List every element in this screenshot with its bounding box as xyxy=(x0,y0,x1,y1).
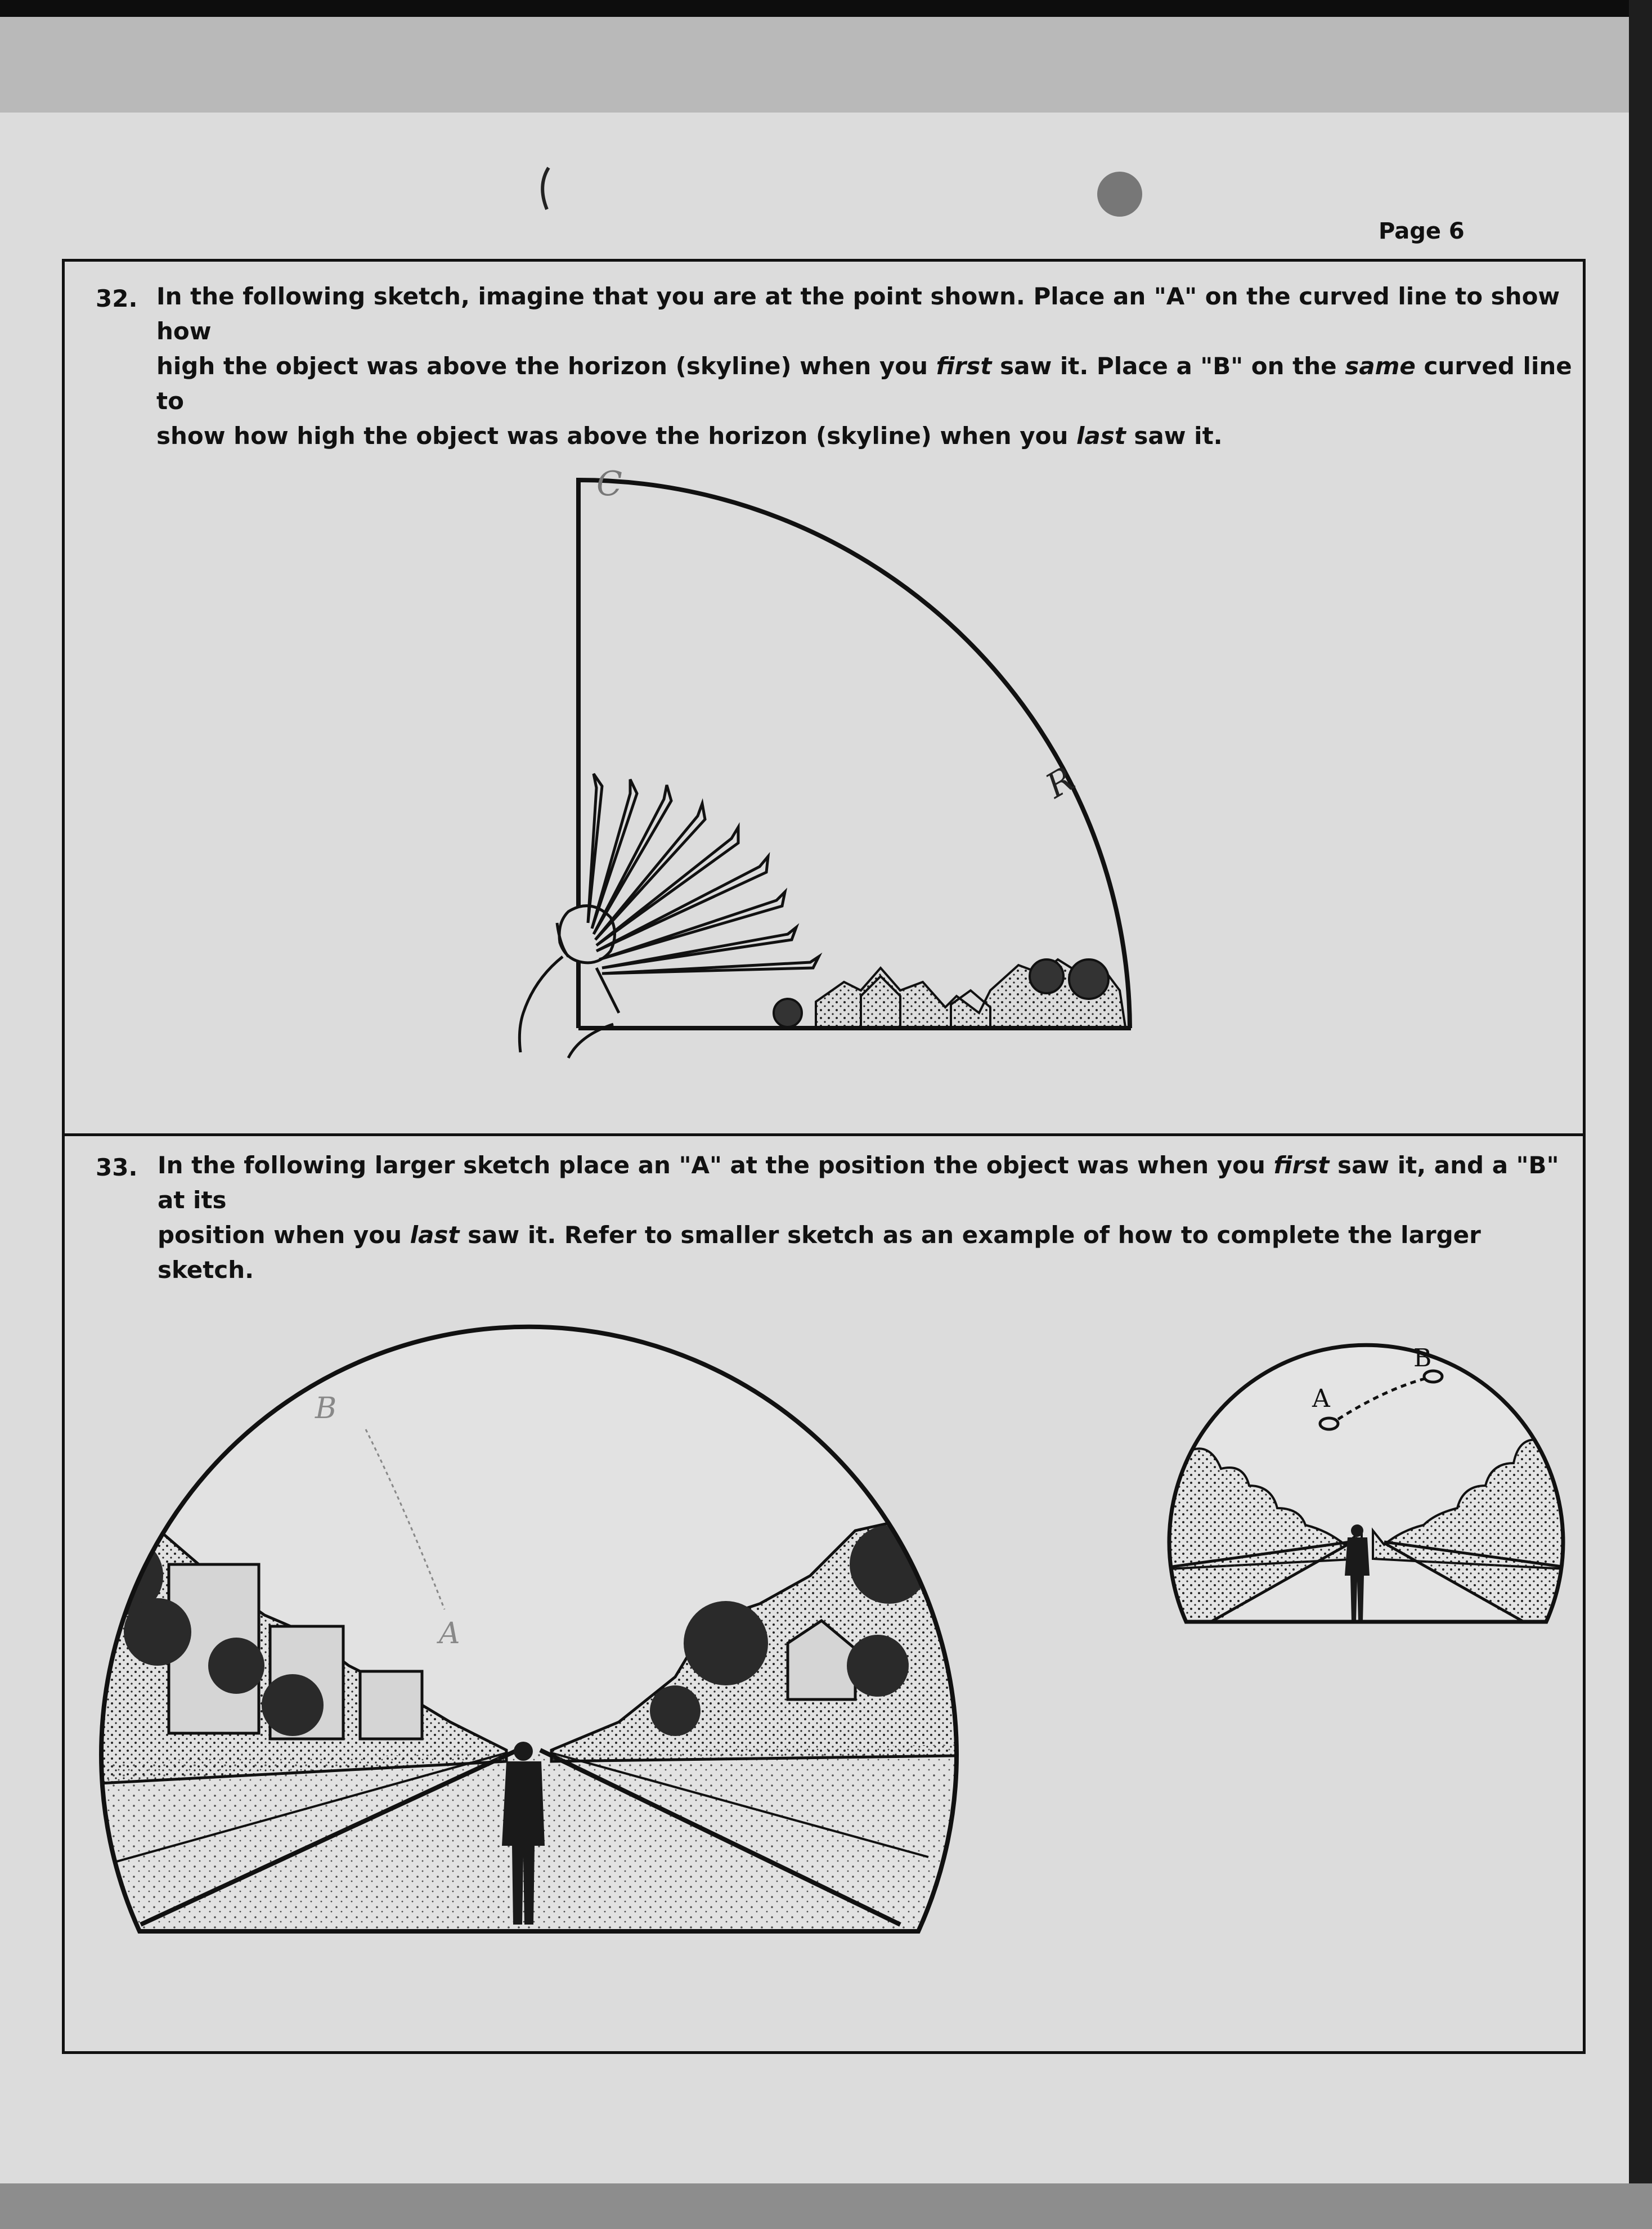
handwritten-top-mark: C xyxy=(596,464,622,504)
question-32-line-3: show how high the object was above the horizon (skyline) when you last saw it. xyxy=(156,422,1223,450)
handwritten-arc-mark: R xyxy=(1039,759,1081,806)
question-32-line-1: In the following sketch, imagine that you are at the point shown. Place an "A" on the curved line to show how xyxy=(156,282,1560,345)
q32-elevation-sketch xyxy=(519,464,1131,1058)
example-label-a: A xyxy=(1312,1384,1330,1413)
skyline-drawing xyxy=(774,959,1125,1027)
example-label-b: B xyxy=(1413,1344,1432,1373)
q33-example-sketch xyxy=(1148,1344,1587,1632)
page-number: Page 6 xyxy=(1379,218,1465,244)
handwritten-upper-mark: B xyxy=(315,1392,337,1425)
question-32-number: 32. xyxy=(96,285,138,312)
question-33-line-2: position when you last saw it. Refer to smaller sketch as an example of how to complete the larger sketch. xyxy=(158,1221,1481,1284)
question-32-line-2: high the object was above the horizon (skyline) when you first saw it. Place a "B" on the same curved line to xyxy=(156,352,1572,415)
handwritten-lower-mark: A xyxy=(439,1617,460,1651)
question-33-number: 33. xyxy=(96,1154,138,1181)
scan-bracket-mark xyxy=(542,168,549,209)
question-33-line-1: In the following larger sketch place an "A" at the position the object was when you first saw it, and a "B" at its xyxy=(158,1151,1559,1214)
scan-blot xyxy=(1097,172,1142,217)
q33-large-sketch xyxy=(84,1327,957,1936)
elevation-arc xyxy=(578,480,1130,1028)
